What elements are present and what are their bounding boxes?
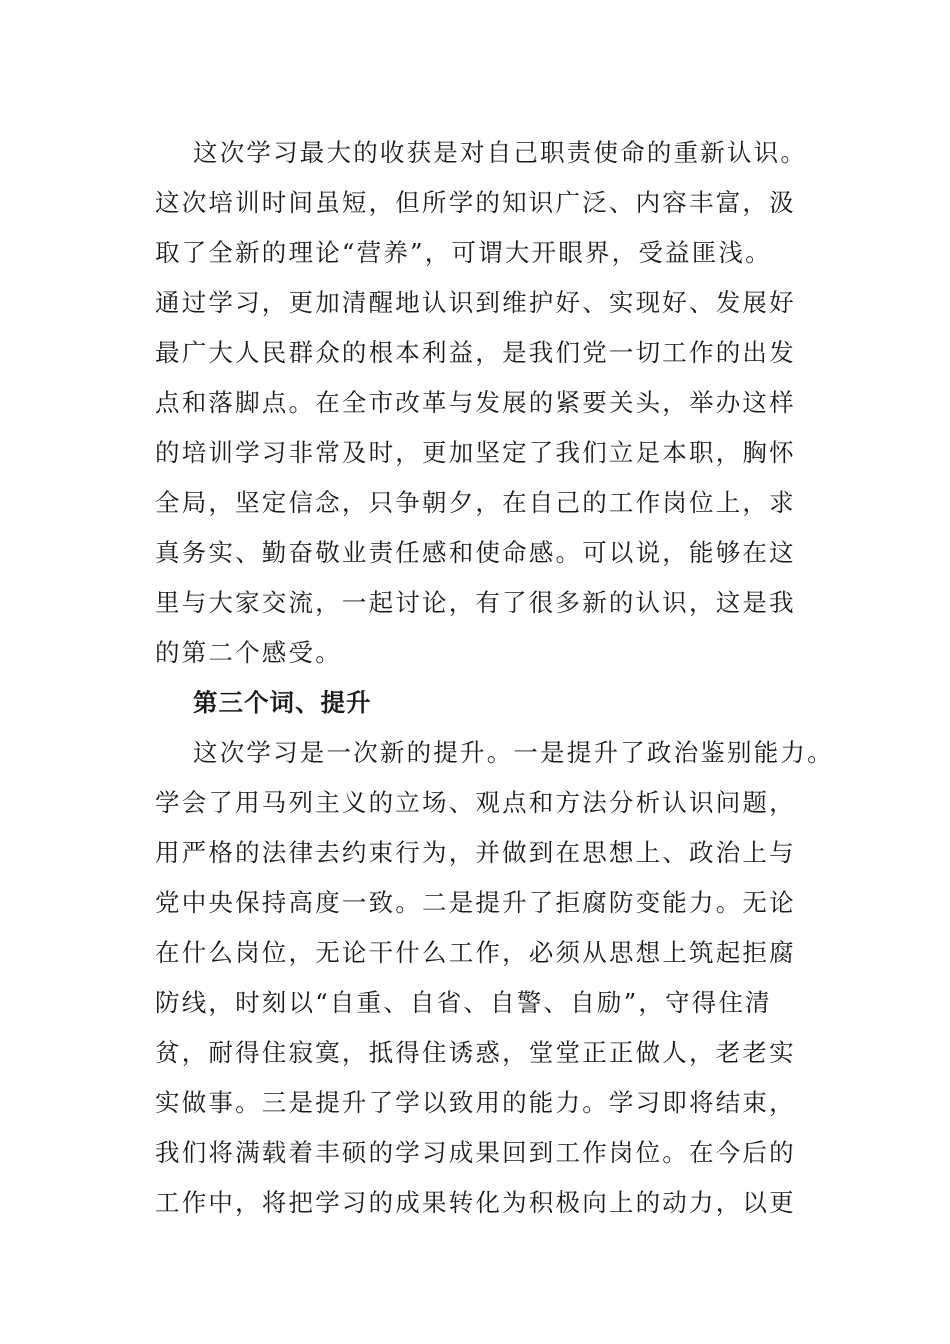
paragraph-line: 这次学习最大的收获是对自己职责使命的重新认识。 (193, 138, 808, 167)
paragraph-line: 防线，时刻以“自重、自省、自警、自励”，守得住清 (155, 988, 772, 1017)
paragraph-line: 最广大人民群众的根本利益，是我们党一切工作的出发 (155, 338, 796, 367)
paragraph-line: 实做事。三是提升了学以致用的能力。学习即将结束， (155, 1088, 796, 1117)
section-heading: 第三个词、提升 (193, 688, 372, 717)
paragraph-second-feeling (155, 128, 825, 678)
paragraph-line: 在什么岗位，无论干什么工作，必须从思想上筑起拒腐 (155, 938, 796, 967)
paragraph-third-word (155, 728, 834, 1228)
paragraph-line: 全局，坚定信念，只争朝夕，在自己的工作岗位上，求 (155, 488, 796, 517)
paragraph-line: 我们将满载着丰硕的学习成果回到工作岗位。在今后的 (155, 1138, 796, 1167)
document-body (155, 128, 834, 1228)
paragraph-line: 这次学习是一次新的提升。一是提升了政治鉴别能力。 (193, 738, 834, 767)
paragraph-line: 这次培训时间虽短，但所学的知识广泛、内容丰富，汲 (155, 188, 796, 217)
paragraph-line: 的第二个感受。 (155, 638, 342, 667)
paragraph-line: 工作中，将把学习的成果转化为积极向上的动力，以更 (155, 1188, 796, 1217)
paragraph-line: 的培训学习非常及时，更加坚定了我们立足本职，胸怀 (155, 438, 796, 467)
paragraph-line: 真务实、勤奋敬业责任感和使命感。可以说，能够在这 (155, 538, 796, 567)
paragraph-line: 点和落脚点。在全市改革与发展的紧要关头，举办这样 (155, 388, 796, 417)
paragraph-line: 学会了用马列主义的立场、观点和方法分析认识问题， (155, 788, 796, 817)
paragraph-line: 里与大家交流，一起讨论，有了很多新的认识，这是我 (155, 588, 796, 617)
paragraph-line: 用严格的法律去约束行为，并做到在思想上、政治上与 (155, 838, 796, 867)
paragraph-line: 党中央保持高度一致。二是提升了拒腐防变能力。无论 (155, 888, 796, 917)
paragraph-line: 通过学习，更加清醒地认识到维护好、实现好、发展好 (155, 288, 796, 317)
paragraph-line: 贫，耐得住寂寞，抵得住诱惑，堂堂正正做人，老老实 (155, 1038, 796, 1067)
paragraph-line: 取了全新的理论“营养”，可谓大开眼界，受益匪浅。 (155, 238, 772, 267)
